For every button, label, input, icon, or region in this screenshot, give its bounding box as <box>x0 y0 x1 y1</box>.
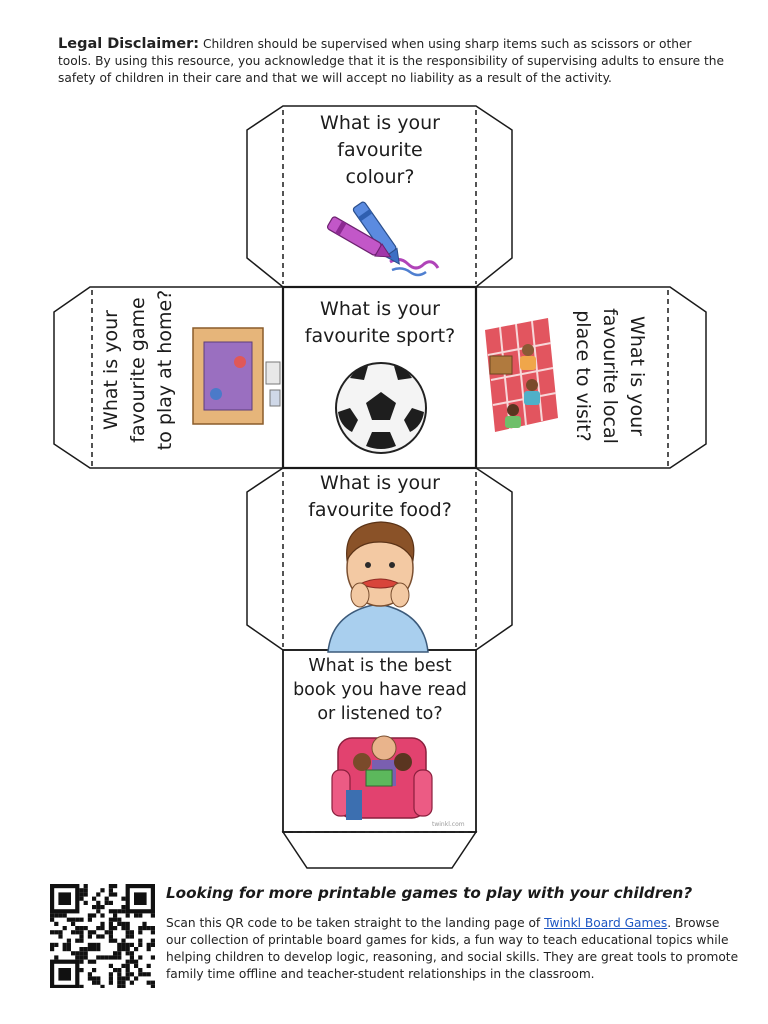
qr-module <box>130 960 134 964</box>
qr-module <box>113 892 117 896</box>
qr-module <box>88 976 92 980</box>
qr-module <box>126 943 130 947</box>
qr-module <box>126 947 130 951</box>
qr-module <box>67 947 71 951</box>
qr-module <box>75 926 79 930</box>
face-question-food: What is your favourite food? <box>308 472 452 521</box>
qr-module <box>75 918 79 922</box>
qr-module <box>92 947 96 951</box>
qr-module <box>50 943 54 947</box>
qr-module <box>138 926 142 930</box>
face-question-game: What is your favourite game to play at home? <box>100 289 176 451</box>
qr-module <box>126 926 130 930</box>
qr-module <box>117 918 121 922</box>
footer-text-after: . Browse our collection of printable board games for kids, a fun way to teach educational topics while helping children to develop logic, reasoning, and social skills. They are great tools to promote family time offline and teacher-student relationships in the classroom. <box>166 916 739 981</box>
qr-module <box>100 985 104 988</box>
qr-module <box>121 922 125 926</box>
qr-module <box>138 913 142 917</box>
qr-module <box>113 926 117 930</box>
qr-module <box>84 884 88 888</box>
qr-module <box>117 943 121 947</box>
qr-module <box>88 960 92 964</box>
qr-module <box>151 926 155 930</box>
qr-module <box>151 943 155 947</box>
qr-module <box>113 884 117 888</box>
qr-module <box>79 934 83 938</box>
qr-module <box>100 905 104 909</box>
qr-module <box>109 964 113 968</box>
qr-module <box>121 939 125 943</box>
qr-module <box>54 955 58 959</box>
qr-module <box>58 930 62 934</box>
qr-module <box>100 934 104 938</box>
qr-module <box>67 939 71 943</box>
family-reading-illustration <box>332 736 432 820</box>
qr-module <box>84 951 88 955</box>
qr-module <box>75 955 79 959</box>
qr-module <box>79 918 83 922</box>
qr-module <box>121 943 125 947</box>
qr-module <box>134 947 138 951</box>
qr-module <box>138 943 142 947</box>
face-question-book: What is the best book you have read or listened to? <box>293 656 467 724</box>
qr-module <box>50 918 54 922</box>
qr-module <box>92 981 96 985</box>
qr-module <box>79 968 83 972</box>
qr-module <box>96 934 100 938</box>
qr-module <box>88 943 92 947</box>
qr-module <box>126 930 130 934</box>
qr-module <box>105 901 109 905</box>
qr-module <box>54 943 58 947</box>
qr-module <box>96 981 100 985</box>
qr-module <box>100 955 104 959</box>
qr-module <box>109 909 113 913</box>
qr-module <box>126 972 130 976</box>
qr-module <box>79 897 83 901</box>
qr-module <box>96 976 100 980</box>
qr-module <box>113 918 117 922</box>
qr-module <box>126 960 130 964</box>
qr-module <box>75 951 79 955</box>
qr-module <box>50 913 54 917</box>
qr-module <box>121 897 125 901</box>
qr-module <box>117 922 121 926</box>
qr-module <box>147 943 151 947</box>
qr-module <box>63 943 67 947</box>
qr-module <box>79 930 83 934</box>
qr-module <box>88 930 92 934</box>
qr-module <box>134 960 138 964</box>
qr-module <box>121 976 125 980</box>
qr-module <box>117 981 121 985</box>
qr-module <box>96 926 100 930</box>
qr-module <box>126 913 130 917</box>
qr-module <box>75 930 79 934</box>
qr-module <box>126 976 130 980</box>
qr-module <box>117 909 121 913</box>
qr-module <box>130 943 134 947</box>
bottom-tab-outline <box>283 832 476 868</box>
qr-module <box>121 926 125 930</box>
qr-module <box>130 981 134 985</box>
qr-module <box>113 955 117 959</box>
qr-module <box>147 972 151 976</box>
qr-module <box>84 892 88 896</box>
qr-module <box>130 955 134 959</box>
qr-module <box>71 930 75 934</box>
qr-module <box>130 930 134 934</box>
qr-module <box>96 909 100 913</box>
qr-module <box>109 926 113 930</box>
qr-module <box>79 939 83 943</box>
qr-module <box>92 976 96 980</box>
qr-module <box>113 909 117 913</box>
qr-module <box>138 972 142 976</box>
qr-module <box>151 930 155 934</box>
qr-module <box>96 901 100 905</box>
qr-module <box>63 947 67 951</box>
qr-module <box>92 913 96 917</box>
qr-module <box>54 922 58 926</box>
qr-module <box>142 922 146 926</box>
qr-module <box>130 972 134 976</box>
qr-module <box>88 934 92 938</box>
qr-module <box>79 947 83 951</box>
qr-module <box>151 939 155 943</box>
qr-module <box>142 926 146 930</box>
qr-module <box>79 926 83 930</box>
qr-module <box>58 934 62 938</box>
disclaimer-text: Children should be supervised when using sharp items such as scissors or other tools. By using this resource, you acknowledge that it is the responsibility of supervising adults to ensure the safety of children in their care and that we will accept no liability as a result of the activity. <box>58 37 724 85</box>
qr-module <box>67 918 71 922</box>
qr-module <box>147 981 151 985</box>
qr-module <box>142 972 146 976</box>
qr-module <box>130 934 134 938</box>
qr-module <box>109 981 113 985</box>
footer-text-before: Scan this QR code to be taken straight to the landing page of <box>166 916 545 930</box>
qr-module <box>113 913 117 917</box>
qr-module <box>126 968 130 972</box>
qr-module <box>151 981 155 985</box>
qr-module <box>138 968 142 972</box>
qr-module <box>138 930 142 934</box>
qr-module <box>105 897 109 901</box>
qr-module <box>109 976 113 980</box>
qr-module <box>79 985 83 988</box>
qr-module <box>126 964 130 968</box>
qr-module <box>138 939 142 943</box>
qr-module <box>109 934 113 938</box>
qr-module <box>138 955 142 959</box>
qr-module <box>134 964 138 968</box>
qr-module <box>71 922 75 926</box>
qr-module <box>84 901 88 905</box>
qr-module <box>126 951 130 955</box>
qr-module <box>71 951 75 955</box>
qr-module <box>134 913 138 917</box>
qr-module <box>96 943 100 947</box>
qr-module <box>92 968 96 972</box>
qr-module <box>92 897 96 901</box>
face-question-sport: What is your favourite sport? <box>304 298 456 347</box>
qr-module <box>109 918 113 922</box>
qr-module <box>147 926 151 930</box>
qr-module <box>96 892 100 896</box>
qr-module <box>96 947 100 951</box>
qr-module <box>88 947 92 951</box>
twinkl-watermark: twinkl.com <box>432 821 465 828</box>
qr-module <box>96 955 100 959</box>
qr-module <box>126 922 130 926</box>
qr-module <box>100 922 104 926</box>
qr-module <box>92 905 96 909</box>
qr-module <box>113 968 117 972</box>
qr-module <box>147 964 151 968</box>
qr-module <box>109 884 113 888</box>
qr-module <box>130 951 134 955</box>
face-question-colour: What is your favourite colour? <box>320 112 440 188</box>
qr-module <box>88 972 92 976</box>
qr-module <box>117 985 121 988</box>
qr-finder-pattern <box>58 968 71 981</box>
qr-module <box>79 955 83 959</box>
qr-module <box>109 901 113 905</box>
qr-code[interactable] <box>50 884 156 988</box>
qr-module <box>117 951 121 955</box>
qr-module <box>92 943 96 947</box>
qr-module <box>113 939 117 943</box>
qr-module <box>79 892 83 896</box>
football-illustration <box>336 363 426 453</box>
qr-module <box>84 955 88 959</box>
qr-module <box>117 947 121 951</box>
qr-module <box>109 939 113 943</box>
qr-module <box>109 930 113 934</box>
qr-module <box>92 930 96 934</box>
footer-body <box>166 915 741 983</box>
qr-module <box>126 934 130 938</box>
qr-module <box>117 976 121 980</box>
qr-finder-pattern <box>134 892 147 905</box>
qr-module <box>151 985 155 988</box>
qr-module <box>105 930 109 934</box>
qr-module <box>109 922 113 926</box>
qr-module <box>58 913 62 917</box>
qr-module <box>121 947 125 951</box>
qr-module <box>121 964 125 968</box>
qr-module <box>117 955 121 959</box>
qr-module <box>121 909 125 913</box>
qr-module <box>79 951 83 955</box>
qr-module <box>151 955 155 959</box>
qr-module <box>117 968 121 972</box>
qr-module <box>151 913 155 917</box>
twinkl-board-games-link[interactable]: Twinkl Board Games <box>544 916 668 930</box>
qr-module <box>134 976 138 980</box>
crayons-illustration <box>327 201 439 275</box>
qr-module <box>79 960 83 964</box>
qr-module <box>105 955 109 959</box>
qr-module <box>54 930 58 934</box>
qr-module <box>79 888 83 892</box>
board-game-illustration <box>193 328 280 424</box>
qr-module <box>121 981 125 985</box>
qr-module <box>109 888 113 892</box>
disclaimer-heading: Legal Disclaimer: <box>58 36 200 52</box>
face-question-place: What is your favourite local place to visit? <box>572 308 648 444</box>
qr-module <box>84 888 88 892</box>
qr-module <box>50 947 54 951</box>
picnic-illustration <box>485 318 558 432</box>
qr-module <box>71 918 75 922</box>
qr-module <box>84 947 88 951</box>
qr-module <box>67 943 71 947</box>
qr-module <box>88 918 92 922</box>
qr-module <box>121 905 125 909</box>
qr-module <box>96 905 100 909</box>
qr-module <box>109 892 113 896</box>
qr-module <box>113 951 117 955</box>
qr-module <box>50 930 54 934</box>
qr-module <box>54 913 58 917</box>
qr-module <box>147 947 151 951</box>
qr-module <box>100 913 104 917</box>
qr-module <box>109 972 113 976</box>
qr-module <box>88 913 92 917</box>
qr-module <box>75 939 79 943</box>
qr-module <box>100 888 104 892</box>
qr-module <box>92 960 96 964</box>
qr-module <box>63 913 67 917</box>
qr-module <box>121 985 125 988</box>
qr-module <box>109 955 113 959</box>
qr-finder-pattern <box>58 892 71 905</box>
qr-module <box>117 972 121 976</box>
qr-module <box>100 926 104 930</box>
boy-eating-illustration <box>328 522 428 652</box>
qr-module <box>63 926 67 930</box>
footer-title: Looking for more printable games to play with your children? <box>166 884 693 902</box>
qr-module <box>84 926 88 930</box>
